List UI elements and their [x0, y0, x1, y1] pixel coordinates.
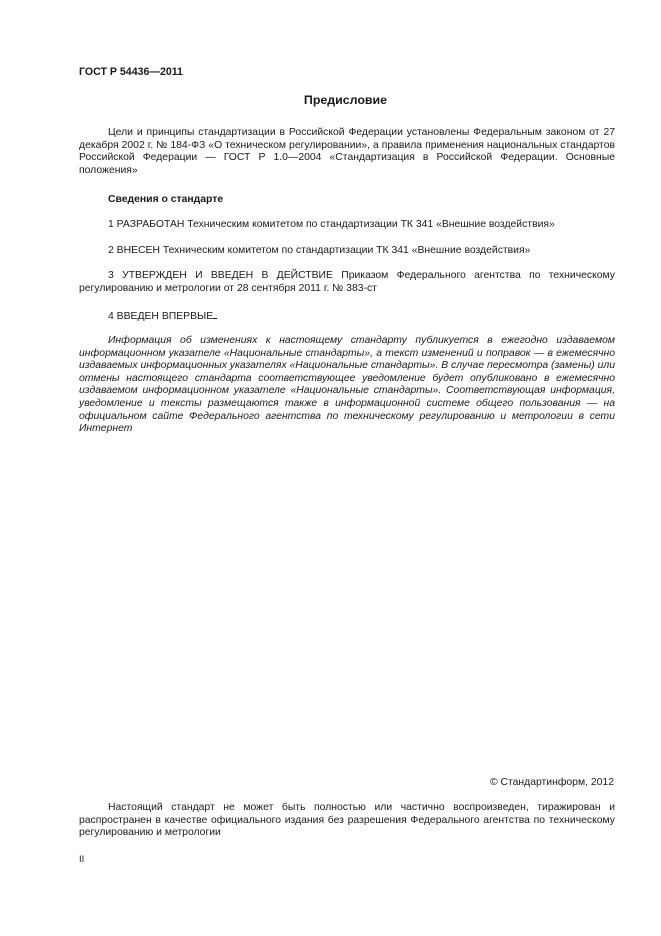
copyright-line: © Стандартинформ, 2012	[489, 777, 614, 788]
info-item-text: 1 РАЗРАБОТАН Техническим комитетом по стандартизации ТК 341 «Внешние воздействия»	[108, 219, 555, 230]
document-code: ГОСТ Р 54436—2011	[79, 66, 183, 78]
info-item-1	[79, 219, 615, 232]
notice-paragraph	[79, 335, 615, 436]
notice-text: Информация об изменениях к настоящему стандарту публикуется в ежегодно издаваемом информационном указателе «Национальные стандарты», а текст изменений и поправок — в ежемесячно издаваемых информационных указателях «Национальные стандарты». В случае пересмотра (замены) или отмены настоящего стандарта соответствующее уведомление будет опубликовано в ежемесячно издаваемом информационном указателе «Национальные стандарты». Соответствующая информация, уведомление и тексты размещаются также в информационной системе общего пользования — на официальном сайте Федерального агентства по техническому регулированию и метрологии в сети Интернет	[79, 335, 615, 435]
page-title: Предисловие	[303, 93, 388, 107]
footer-paragraph	[79, 802, 615, 840]
info-item-4	[79, 309, 615, 324]
info-item-text: 3 УТВЕРЖДЕН И ВВЕДЕН В ДЕЙСТВИЕ Приказом Федерального агентства по техническому регулированию и метрологии от 28 сентября 2011 г. № 383-ст	[79, 270, 615, 294]
intro-text: Цели и принципы стандартизации в Российской Федерации установлены Федеральным законом от 27 декабря 2002 г. № 184-ФЗ «О техническом регулировании», а правила применения национальных стандартов Российской Федерации — ГОСТ Р 1.0—2004 «Стандартизация в Российской Федерации. Основные положения»	[79, 127, 615, 176]
intro-paragraph	[79, 127, 615, 177]
info-item-text: 4 ВВЕДЕН ВПЕРВЫЕ	[108, 311, 214, 322]
info-item-3	[79, 270, 615, 295]
info-item-2	[79, 245, 615, 258]
info-item-text-wrap	[79, 309, 615, 324]
info-section-title: Сведения о стандарте	[108, 194, 224, 205]
info-item-text: 2 ВНЕСЕН Техническим комитетом по стандартизации ТК 341 «Внешние воздействия»	[108, 245, 531, 256]
page-number: II	[79, 854, 85, 865]
footer-text: Настоящий стандарт не может быть полностью или частично воспроизведен, тиражирован и распространен в качестве официального издания без разрешения Федерального агентства по техническому регулированию и метрологии	[79, 802, 615, 839]
underline-mark	[213, 309, 217, 319]
